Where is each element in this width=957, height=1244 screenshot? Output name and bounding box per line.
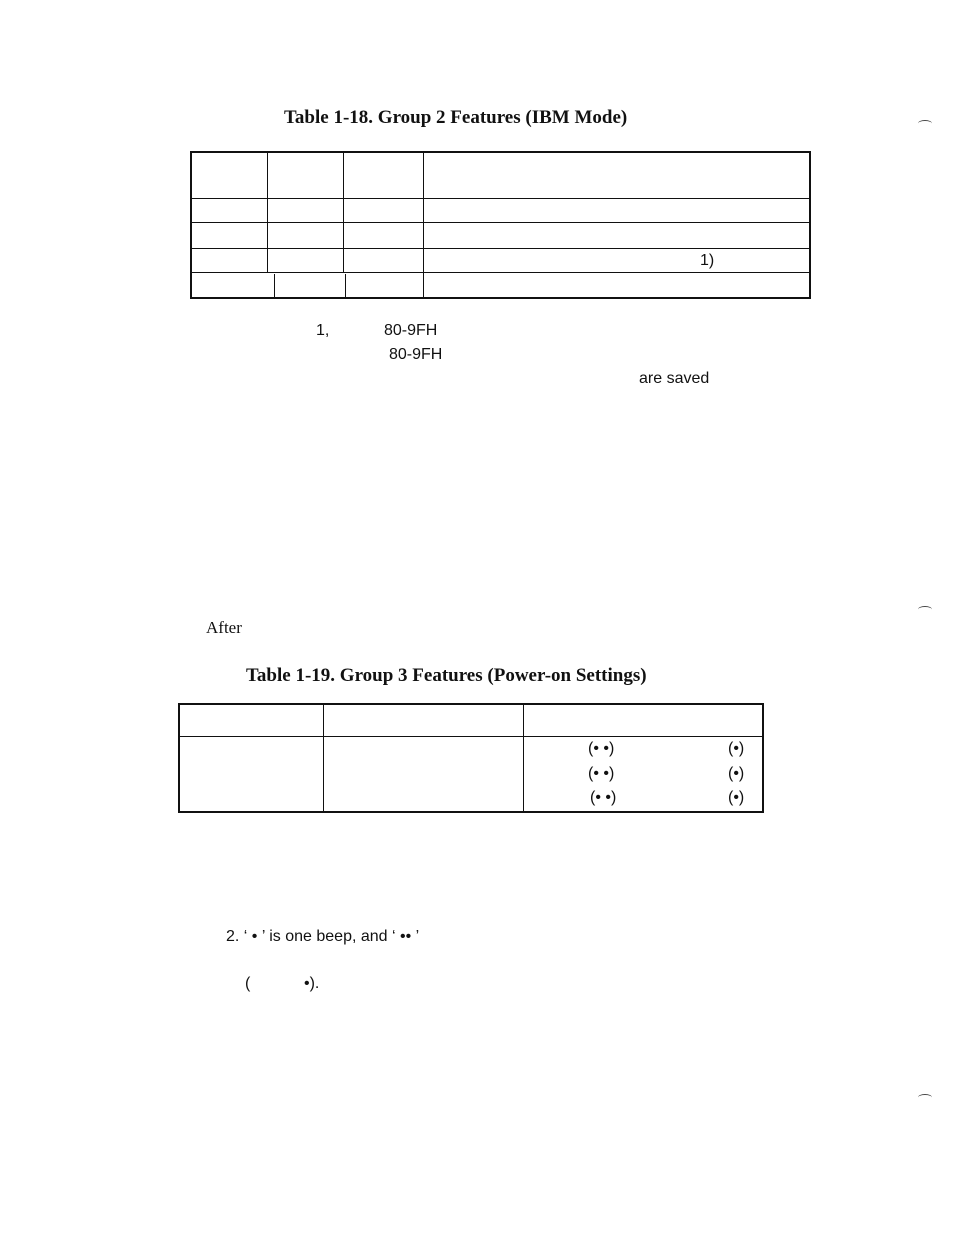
table-row-divider (192, 248, 809, 249)
table-column-divider (343, 153, 344, 273)
note-text: 80-9FH (389, 346, 443, 363)
note-text: 80-9FH (384, 322, 438, 339)
table-caption: Table 1-18. Group 2 Features (IBM Mode) (284, 107, 628, 128)
table-column-divider (323, 705, 324, 811)
table-row-divider (192, 222, 809, 223)
table-cell-text: 1) (700, 252, 715, 269)
beep-code: (•) (728, 789, 745, 806)
beep-code: (• •) (590, 789, 617, 806)
margin-mark (918, 1094, 932, 1101)
beep-code: (•) (728, 740, 745, 757)
group2-features-table (190, 151, 811, 299)
body-text: After (206, 618, 242, 637)
note-text: are saved (639, 370, 710, 387)
note-text: 1, (316, 322, 330, 339)
note-text: 2. ‘ • ’ is one beep, and ‘ •• ’ (226, 928, 420, 945)
beep-code: (•) (728, 765, 745, 782)
beep-code: (• •) (588, 740, 615, 757)
table-row-divider (192, 272, 809, 273)
beep-code: (• •) (588, 765, 615, 782)
table-column-divider (523, 705, 524, 811)
table-column-divider (267, 153, 268, 273)
margin-mark (918, 606, 932, 613)
note-text: •). (304, 975, 320, 992)
table-column-divider (274, 274, 275, 299)
margin-mark (918, 120, 932, 127)
table-caption: Table 1-19. Group 3 Features (Power-on Settings) (246, 665, 647, 686)
table-row-divider (180, 736, 762, 737)
table-column-divider (423, 153, 424, 299)
table-column-divider (345, 274, 346, 299)
group3-features-table (178, 703, 764, 813)
note-text: ( (245, 975, 251, 992)
table-row-divider (192, 198, 809, 199)
